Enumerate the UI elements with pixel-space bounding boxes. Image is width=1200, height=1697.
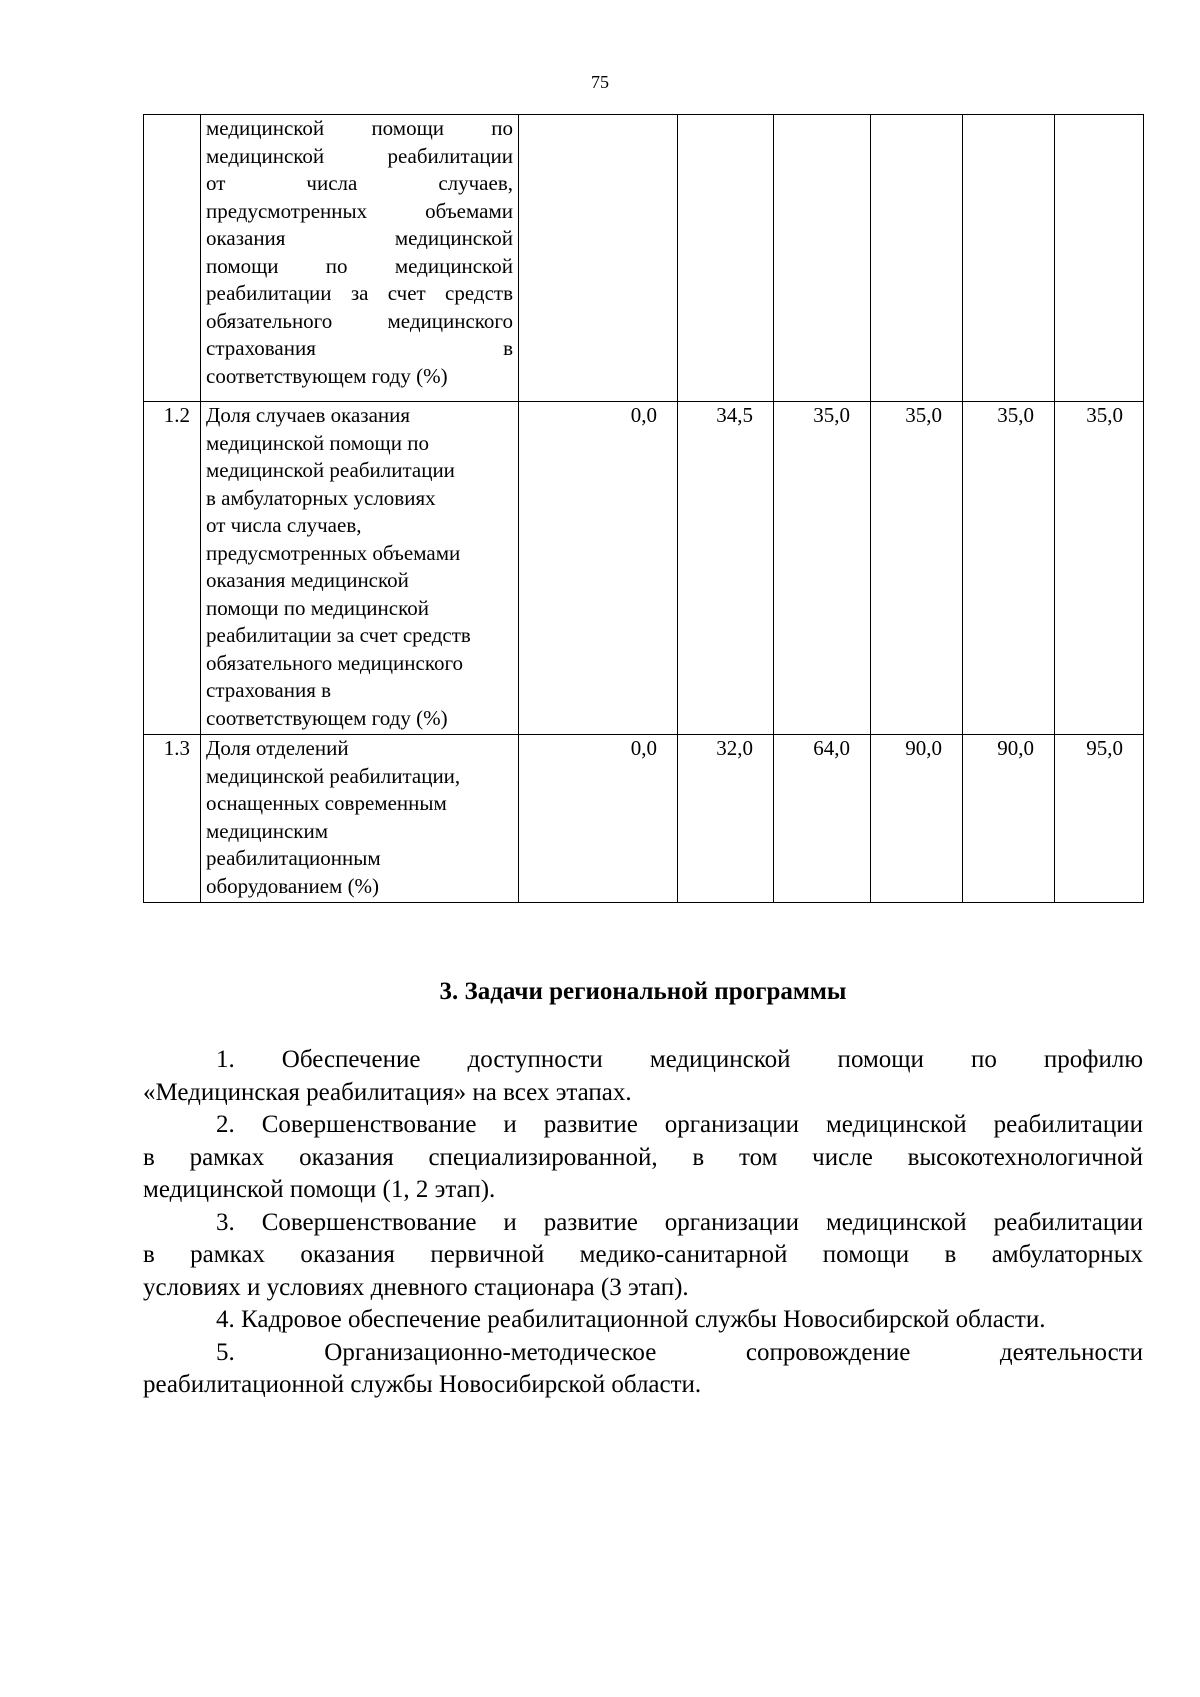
section-title: 3. Задачи региональной программы <box>439 978 847 1005</box>
name-line: реабилитации за счет средств <box>206 281 513 305</box>
page-number: 75 <box>591 72 609 92</box>
name-line: соответствующем году (%) <box>206 705 448 730</box>
name-line: Доля отделений <box>206 736 349 760</box>
value-cell-2021: 64,0 <box>774 735 871 903</box>
name-line: реабилитации за счет средств <box>206 623 471 647</box>
name-line: страхования в <box>206 678 332 702</box>
name-line: от числа случаев, <box>206 513 362 537</box>
task-item-4 <box>143 1304 1143 1337</box>
name-line: страхования в <box>206 336 513 360</box>
indicator-name-cell <box>201 115 519 402</box>
task-line: «Медицинская реабилитация» на всех этапах. <box>143 1078 632 1106</box>
name-line: реабилитационным <box>206 846 381 870</box>
task-line: реабилитационной службы Новосибирской области. <box>143 1371 702 1398</box>
name-line: медицинской реабилитации <box>206 458 455 482</box>
table-row-1-3 <box>144 735 1144 903</box>
name-line: медицинской помощи по <box>206 116 513 140</box>
name-line: оказания медицинской <box>206 226 513 250</box>
value-cell-2024: 35,0 <box>1055 402 1144 735</box>
name-line: Доля случаев оказания <box>206 403 411 427</box>
value-cell <box>963 115 1055 402</box>
value-cell <box>871 115 963 402</box>
task-line: 3. Совершенствование и развитие организации медицинской реабилитации <box>216 1208 1143 1236</box>
row-number-cell <box>144 115 201 402</box>
task-line: условиях и условиях дневного стационара (3 этап). <box>143 1273 689 1301</box>
tasks-list <box>143 1044 1143 1402</box>
name-line: медицинской реабилитации <box>206 143 513 168</box>
value-cell-2022: 90,0 <box>871 735 963 903</box>
name-line: оснащенных современным <box>206 791 447 815</box>
table-row-1-2 <box>144 402 1144 735</box>
name-line: обязательного медицинского <box>206 308 513 333</box>
value-cell-2023: 35,0 <box>963 402 1055 735</box>
name-line: оказания медицинской <box>206 568 409 592</box>
task-line: в рамках оказания специализированной, в том числе высокотехнологичной <box>143 1143 1143 1171</box>
task-line: медицинской помощи (1, 2 этап). <box>143 1176 496 1203</box>
task-line: 4. Кадровое обеспечение реабилитационной службы Новосибирской области. <box>216 1306 1046 1333</box>
name-line: медицинским <box>206 818 329 843</box>
value-cell-2020: 34,5 <box>678 402 774 735</box>
value-cell-2021: 35,0 <box>774 402 871 735</box>
name-line: медицинской реабилитации, <box>206 763 461 788</box>
name-line: медицинской помощи по <box>206 430 429 455</box>
task-item-5 <box>143 1337 1143 1402</box>
task-line: 5. Организационно-методическое сопровождение деятельности <box>216 1338 1143 1366</box>
name-line: в амбулаторных условиях <box>206 485 436 510</box>
value-cell-2019: 0,0 <box>519 735 678 903</box>
name-line: от числа случаев, <box>206 171 513 195</box>
value-cell-2024: 95,0 <box>1055 735 1144 903</box>
task-item-1 <box>143 1044 1143 1109</box>
name-line: предусмотренных объемами <box>206 540 461 565</box>
indicators-table <box>143 114 1144 903</box>
value-cell <box>519 115 678 402</box>
value-cell-2019: 0,0 <box>519 402 678 735</box>
table-row-continuation <box>144 115 1144 402</box>
value-cell-2022: 35,0 <box>871 402 963 735</box>
value-cell <box>678 115 774 402</box>
name-line: помощи по медицинской <box>206 253 513 278</box>
name-line: предусмотренных объемами <box>206 198 513 223</box>
task-line: в рамках оказания первичной медико-санитарной помощи в амбулаторных <box>143 1241 1143 1268</box>
value-cell-2023: 90,0 <box>963 735 1055 903</box>
row-number-cell: 1.3 <box>144 735 201 903</box>
indicator-name-cell <box>201 402 519 735</box>
value-cell <box>774 115 871 402</box>
value-cell-2020: 32,0 <box>678 735 774 903</box>
value-cell <box>1055 115 1144 402</box>
row-number-cell: 1.2 <box>144 402 201 735</box>
name-line: помощи по медицинской <box>206 595 429 620</box>
name-line: соответствующем году (%) <box>206 363 448 388</box>
name-line: оборудованием (%) <box>206 873 380 898</box>
task-line: 1. Обеспечение доступности медицинской помощи по профилю <box>216 1046 1143 1073</box>
task-line: 2. Совершенствование и развитие организации медицинской реабилитации <box>216 1111 1143 1138</box>
indicator-name-cell <box>201 735 519 903</box>
task-item-2 <box>143 1109 1143 1207</box>
name-line: обязательного медицинского <box>206 650 464 675</box>
task-item-3 <box>143 1207 1143 1305</box>
